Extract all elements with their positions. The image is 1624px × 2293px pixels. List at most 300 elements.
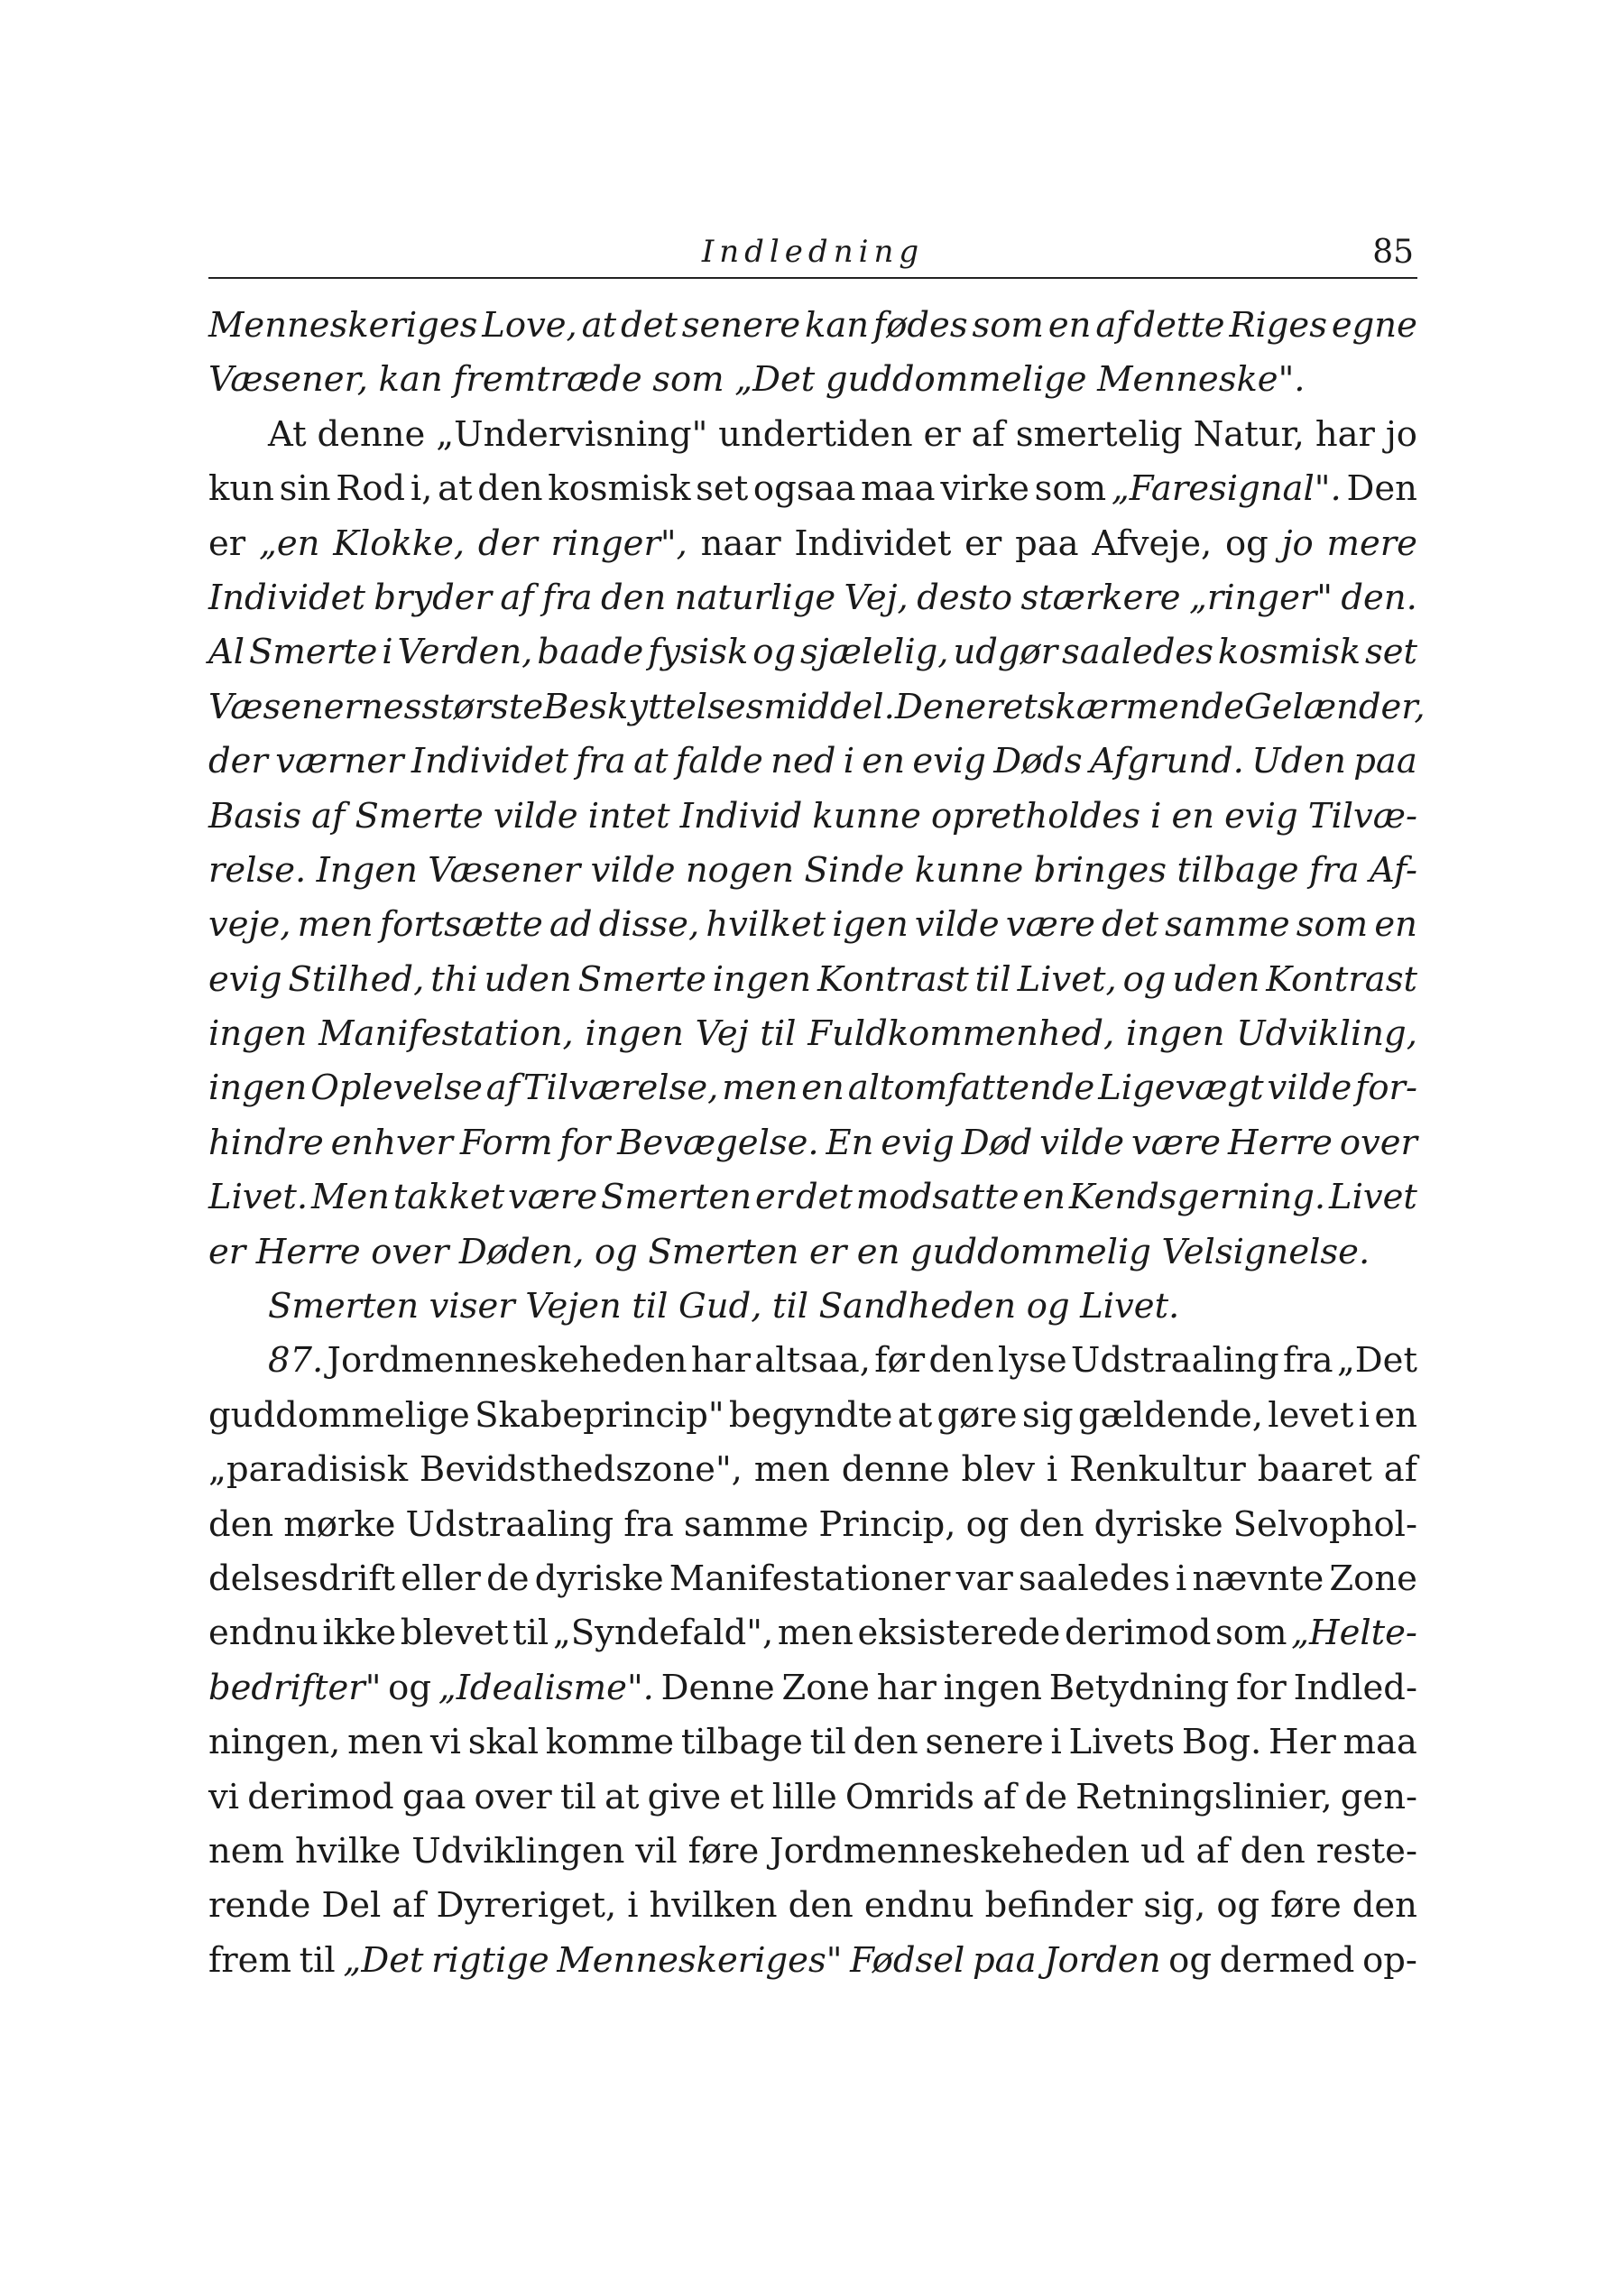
word: i (1050, 1722, 1062, 1763)
word: at (581, 305, 617, 346)
word: Livet (1329, 1177, 1417, 1218)
word: komme (545, 1722, 675, 1763)
word: at (633, 741, 669, 782)
word: set (1364, 632, 1417, 673)
word: og (594, 1231, 638, 1272)
word: ningen, (208, 1722, 341, 1763)
text-line (208, 1771, 1417, 1825)
word: en (862, 741, 906, 782)
word: sjælelig, (800, 632, 949, 673)
text-line (208, 1825, 1417, 1879)
word: ned (770, 741, 836, 782)
word: dette (1133, 305, 1225, 346)
word: være (508, 1177, 598, 1218)
word: sig, (1143, 1885, 1206, 1927)
word: dermed (1219, 1939, 1355, 1981)
word: Gelænder, (1243, 686, 1426, 727)
word: en (1047, 305, 1092, 346)
word: Velsignelse. (1161, 1231, 1370, 1272)
word: Rod (336, 468, 406, 510)
word: evig (1224, 795, 1298, 837)
word: som (1034, 468, 1107, 510)
word: blev (961, 1449, 1035, 1491)
word: Døds (993, 741, 1083, 782)
word: Kendsgerning. (1068, 1177, 1326, 1218)
word: Menneske". (1097, 359, 1306, 401)
word: veje, (208, 904, 291, 946)
word: fortsætte (379, 904, 543, 946)
word: dyriske (534, 1558, 664, 1599)
word: hindre (208, 1122, 324, 1163)
word: Smerten (601, 1177, 752, 1218)
word: i (1150, 795, 1162, 837)
word: derimod (1064, 1613, 1212, 1654)
word: eksisterede (857, 1613, 1061, 1654)
word: denne (317, 413, 426, 455)
text-line (208, 1498, 1417, 1552)
word: Jorden (1044, 1939, 1161, 1981)
text-line (208, 408, 1417, 462)
word: Vejen (525, 1286, 622, 1327)
word: bedrifter" (208, 1667, 382, 1708)
word: „en (258, 522, 320, 564)
word: udgør (953, 632, 1058, 673)
word: et (1002, 686, 1038, 727)
text-line (208, 1061, 1417, 1115)
text-line (208, 790, 1417, 844)
text-line (208, 1934, 1417, 1988)
word: ingen (585, 1013, 684, 1055)
word: skal (467, 1722, 540, 1763)
book-page (208, 230, 1426, 1988)
text-line (208, 1606, 1417, 1660)
word: til (632, 1286, 669, 1327)
word: opretholdes (931, 795, 1140, 837)
text-line (208, 625, 1417, 680)
text-line (208, 299, 1417, 353)
word: Smerten (648, 1231, 799, 1272)
text-line (208, 571, 1417, 625)
word: nogen (685, 849, 795, 891)
text-line (208, 1879, 1417, 1933)
word: levet (1268, 1394, 1354, 1436)
word: egne (1331, 305, 1417, 346)
body-text (208, 299, 1426, 1988)
text-line (208, 735, 1417, 789)
word: samme (683, 1503, 809, 1545)
word: den (788, 1885, 854, 1927)
word: maa (1343, 1722, 1417, 1763)
word: Vej (695, 1013, 749, 1055)
word: vilde (493, 795, 578, 837)
word: og (1225, 522, 1269, 564)
word: relse. (208, 849, 307, 891)
word: gøre (937, 1394, 1018, 1436)
word: Klokke, (333, 522, 466, 564)
word: Fødsel (850, 1939, 965, 1981)
word: har (690, 1340, 752, 1382)
word: af (311, 795, 346, 837)
word: disse, (598, 904, 700, 946)
word: Princip, (818, 1503, 956, 1545)
word: Riges (1229, 305, 1327, 346)
word: har (1315, 413, 1375, 455)
word: evig (208, 958, 282, 1000)
word: Livet, (1017, 958, 1117, 1000)
word: Renkultur (1069, 1449, 1246, 1491)
word: Form (459, 1122, 553, 1163)
word: paa (973, 1939, 1037, 1981)
word: fra (1282, 1340, 1333, 1382)
word: bryder (374, 577, 492, 618)
word: føre (687, 1830, 760, 1872)
word: blevet (400, 1613, 509, 1654)
word: saaledes (1018, 1558, 1170, 1599)
word: kun (208, 468, 274, 510)
word: til (559, 1776, 596, 1817)
word: der (208, 741, 268, 782)
word: igen (832, 904, 909, 946)
word: til (760, 1013, 797, 1055)
word: Udstraaling (405, 1503, 614, 1545)
text-line (208, 1552, 1417, 1606)
text-line (208, 898, 1417, 952)
word: være (1130, 1122, 1222, 1163)
word: Uden (1251, 741, 1346, 782)
word: den (1019, 1503, 1084, 1545)
word: eller (401, 1558, 481, 1599)
text-line (208, 844, 1417, 898)
word: vilde (1267, 1068, 1352, 1109)
word: er (964, 522, 1002, 564)
word: enhver (330, 1122, 453, 1163)
word: senere (925, 1722, 1044, 1763)
word: de (486, 1558, 530, 1599)
word: fremtræde (453, 359, 642, 401)
word: i (382, 632, 393, 673)
word: Verden, (397, 632, 533, 673)
word: Livet. (1080, 1286, 1180, 1327)
word: er (754, 1177, 793, 1218)
word: Basis (208, 795, 302, 837)
word: Beskyttelsesmiddel. (543, 686, 895, 727)
word: kunne (812, 795, 921, 837)
word: At (268, 413, 307, 455)
word: Livet. (208, 1177, 309, 1218)
word: er (208, 522, 246, 564)
word: Afgrund. (1090, 741, 1244, 782)
word: ringer", (550, 522, 687, 564)
word: altsaa, (754, 1340, 871, 1382)
word: i (1358, 1394, 1370, 1436)
word: nævnte (1192, 1558, 1324, 1599)
word: Her (1268, 1722, 1336, 1763)
word: fra (1308, 849, 1360, 891)
word: vi (429, 1722, 461, 1763)
word: takket (392, 1177, 505, 1218)
word: i (843, 741, 855, 782)
word: Stilhed, (288, 958, 425, 1000)
word: være (1005, 904, 1095, 946)
word: „Det (1336, 1340, 1417, 1382)
word: Al (208, 632, 245, 673)
word: Smerten (268, 1286, 420, 1327)
word: og (752, 632, 797, 673)
word: En (826, 1122, 874, 1163)
word: baade (537, 632, 644, 673)
word: Herre (255, 1231, 361, 1272)
word: i (1046, 1449, 1058, 1491)
word: mørke (283, 1503, 396, 1545)
word: af (983, 1776, 1017, 1817)
word: Denne (660, 1667, 775, 1708)
word: Omrids (844, 1776, 975, 1817)
word: Smerte (249, 632, 378, 673)
word: en (801, 1068, 844, 1109)
word: „Idealisme". (438, 1667, 654, 1708)
word: intet (587, 795, 670, 837)
word: Oplevelse (310, 1068, 483, 1109)
word: Del (321, 1885, 382, 1927)
word: fra (623, 1503, 674, 1545)
word: Udstraaling (1070, 1340, 1279, 1382)
word: give (647, 1776, 722, 1817)
word: Udvikling, (1236, 1013, 1417, 1055)
text-line (208, 1116, 1417, 1170)
running-title: Indledning (701, 234, 925, 270)
text-line (208, 1280, 1417, 1334)
word: endnu (208, 1613, 318, 1654)
word: reste- (1315, 1830, 1417, 1872)
word: er (965, 686, 1003, 727)
word: de (1024, 1776, 1067, 1817)
word: til (809, 1722, 846, 1763)
word: vilde (1039, 1122, 1125, 1163)
word: den (853, 1722, 918, 1763)
word: og (1168, 1939, 1212, 1981)
text-line (208, 1715, 1417, 1770)
word: Sandheden (818, 1286, 1017, 1327)
word: Af- (1369, 849, 1417, 891)
word: mere (1326, 522, 1417, 564)
text-line (208, 953, 1417, 1007)
word: samme (1165, 904, 1290, 946)
word: Men (310, 1177, 390, 1218)
word: paa (1353, 741, 1417, 782)
word: 87. (268, 1340, 324, 1382)
word: Kontrast (817, 958, 969, 1000)
word: af (1195, 1830, 1230, 1872)
word: „ringer" (1188, 577, 1333, 618)
word: gaa (401, 1776, 466, 1817)
word: frem (208, 1939, 291, 1981)
word: for (1235, 1667, 1287, 1708)
word: er (923, 413, 961, 455)
word: delsesdrift (208, 1558, 396, 1599)
word: ikke (322, 1613, 397, 1654)
word: Den (1346, 468, 1417, 510)
word: ingen (208, 1013, 308, 1055)
word: begyndte (728, 1394, 893, 1436)
text-line (208, 517, 1417, 571)
word: Dyreriget, (436, 1885, 617, 1927)
word: ingen (1126, 1013, 1225, 1055)
word: før (874, 1340, 926, 1382)
word: Livets (1068, 1722, 1176, 1763)
word: Tilvæ- (1307, 795, 1417, 837)
word: og (388, 1667, 431, 1708)
word: Døden, (458, 1231, 585, 1272)
word: største (421, 686, 544, 727)
word: sig (1021, 1394, 1074, 1436)
word: „paradisisk (208, 1449, 409, 1491)
word: desto (917, 577, 1013, 618)
word: set (696, 468, 749, 510)
word: er (208, 1231, 246, 1272)
word: Skabeprincip" (475, 1394, 724, 1436)
word: fysisk (648, 632, 749, 673)
word: Individet (411, 741, 568, 782)
word: den (208, 1503, 274, 1545)
word: af (500, 577, 534, 618)
word: „Undervisning" (436, 413, 708, 455)
word: kosmisk (548, 468, 691, 510)
word: vilde (590, 849, 676, 891)
word: er (809, 1231, 847, 1272)
word: jo (1281, 522, 1314, 564)
word: der (477, 522, 538, 564)
word: „Helte- (1291, 1613, 1417, 1654)
word: Jordmenneskeheden (770, 1830, 1130, 1872)
text-line (208, 1170, 1417, 1225)
text-line (208, 1225, 1417, 1280)
text-line (208, 1443, 1417, 1497)
word: til (512, 1613, 549, 1654)
word: Smerte (577, 958, 706, 1000)
word: og (1122, 958, 1167, 1000)
word: vil (635, 1830, 678, 1872)
word: guddommelig (909, 1231, 1151, 1272)
word: rigtige (431, 1939, 549, 1981)
word: Love, (482, 305, 577, 346)
word: i (627, 1885, 639, 1927)
word: „Det (734, 359, 816, 401)
word: til (772, 1286, 809, 1327)
word: virke (940, 468, 1029, 510)
word: sin (279, 468, 331, 510)
word: til (299, 1939, 336, 1981)
word: for (559, 1122, 611, 1163)
word: en (1022, 1177, 1066, 1218)
word: op- (1362, 1939, 1417, 1981)
word: „Faresignal". (1111, 468, 1342, 510)
word: Bog. (1181, 1722, 1262, 1763)
word: at (438, 468, 473, 510)
word: Individet (794, 522, 952, 564)
word: tilbage (680, 1722, 803, 1763)
word: en (1171, 795, 1215, 837)
word: Bevidsthedszone", (419, 1449, 743, 1491)
word: baaret (1257, 1449, 1372, 1491)
word: paa (1015, 522, 1079, 564)
page-number: 85 (1372, 234, 1414, 271)
word: hvilket (706, 904, 826, 946)
word: et (729, 1776, 764, 1817)
word: i, (410, 468, 433, 510)
word: den. (1341, 577, 1417, 618)
word: i (1175, 1558, 1187, 1599)
word: thi (430, 958, 478, 1000)
word: gældende, (1077, 1394, 1263, 1436)
word: det (796, 1177, 853, 1218)
word: værner (275, 741, 404, 782)
word: men (297, 904, 374, 946)
word: fødes (872, 305, 968, 346)
word: som (1296, 904, 1369, 946)
word: endnu (863, 1885, 974, 1927)
word: befinder (984, 1885, 1133, 1927)
word: falde (675, 741, 763, 782)
word: senere (681, 305, 801, 346)
word: lille (771, 1776, 837, 1817)
word: til (974, 958, 1011, 1000)
word: derimod (247, 1776, 394, 1817)
word: men (777, 1613, 854, 1654)
word: over (1339, 1122, 1417, 1163)
word: Kontrast (1266, 958, 1417, 1000)
word: Fuldkommenhed, (807, 1013, 1115, 1055)
word: dyriske (1093, 1503, 1223, 1545)
word: Gud, (678, 1286, 762, 1327)
word: saaledes (1062, 632, 1213, 673)
word: Retningslinier, (1075, 1776, 1333, 1817)
word: det (1102, 904, 1158, 946)
word: Betydning (1048, 1667, 1230, 1708)
word: rende (208, 1885, 311, 1927)
word: kan (805, 305, 870, 346)
word: den (477, 468, 543, 510)
word: Den (894, 686, 966, 727)
word: ud (1140, 1830, 1186, 1872)
text-line (208, 1007, 1417, 1061)
word: Menneskeriges (208, 305, 478, 346)
word: Menneskeriges" (557, 1939, 843, 1981)
word: at (897, 1394, 933, 1436)
word: som (972, 305, 1044, 346)
word: af (971, 413, 1005, 455)
word: uden (484, 958, 572, 1000)
word: ingen (712, 958, 812, 1000)
word: jo (1385, 413, 1417, 455)
word: Bevægelse. (617, 1122, 819, 1163)
word: Herre (1227, 1122, 1333, 1163)
word: Zone (781, 1667, 870, 1708)
word: maa (861, 468, 936, 510)
word: kunne (914, 849, 1024, 891)
word: ingen (943, 1667, 1042, 1708)
running-head (208, 230, 1417, 279)
word: altomfattende (847, 1068, 1095, 1109)
word: Selvophol- (1232, 1503, 1417, 1545)
word: Individ (679, 795, 803, 837)
word: at (604, 1776, 640, 1817)
word: af (485, 1068, 520, 1109)
word: kosmisk (1217, 632, 1361, 673)
word: føre (1270, 1885, 1342, 1927)
word: stærkere (1020, 577, 1181, 618)
word: modsatte (855, 1177, 1020, 1218)
word: ingen (208, 1068, 308, 1109)
